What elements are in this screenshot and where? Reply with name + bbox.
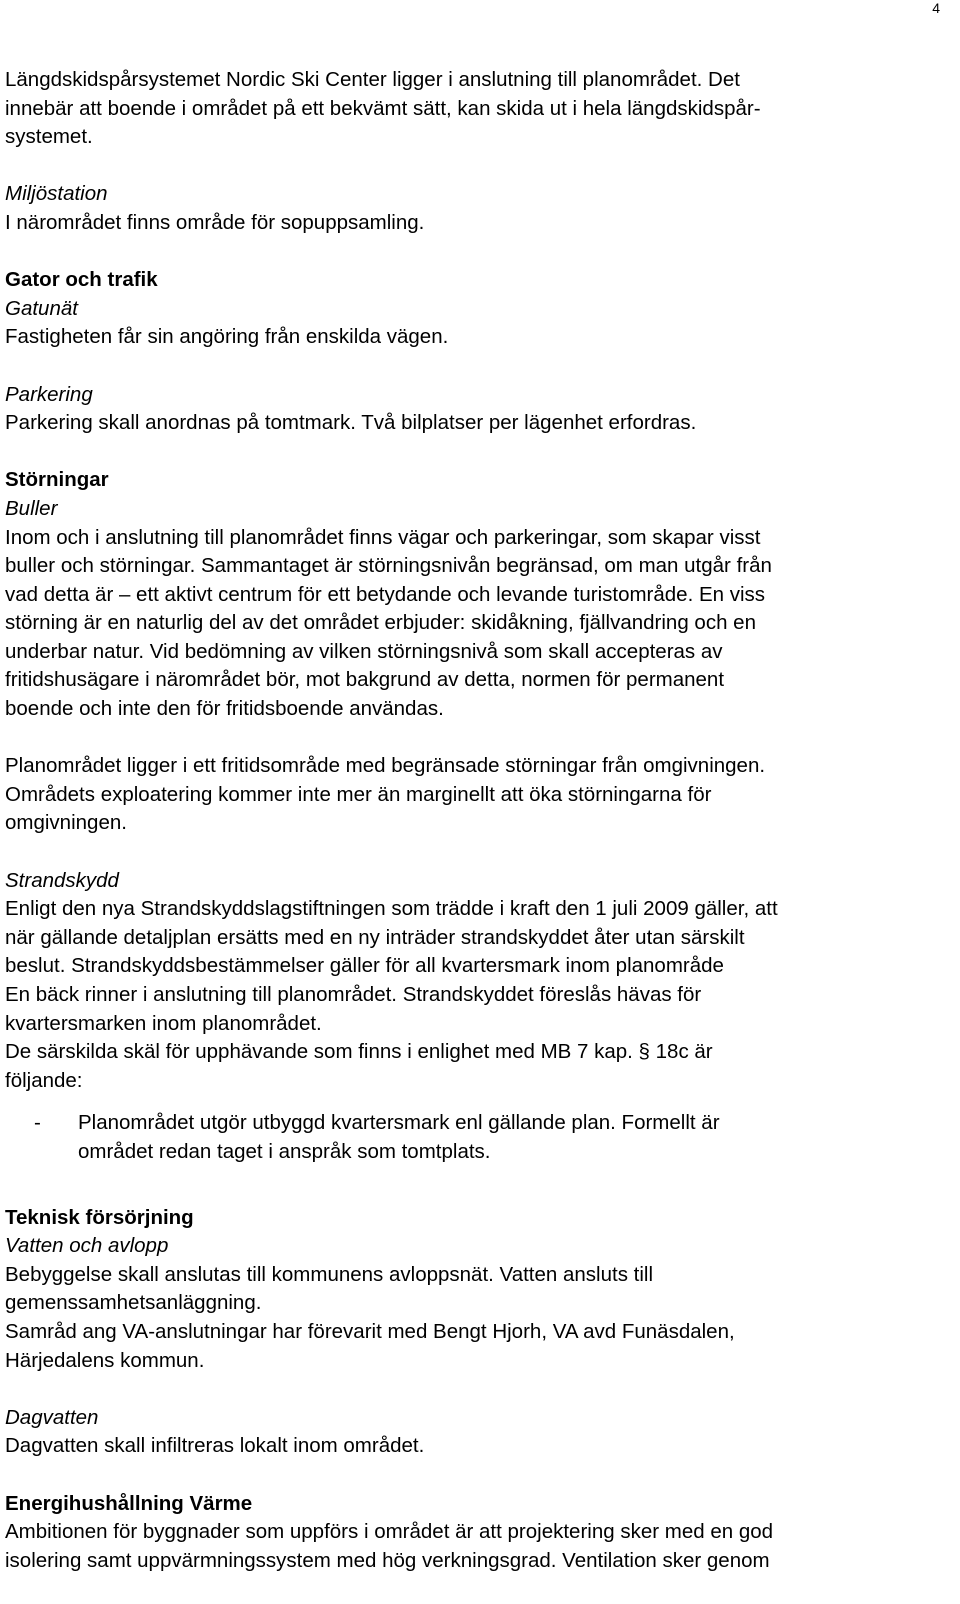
text-line: Planområdet utgör utbyggd kvartersmark enl gällande plan. Formellt är	[78, 1111, 720, 1135]
text-line: Samråd ang VA-anslutningar har förevarit med Bengt Hjorh, VA avd Funäsdalen,	[5, 1319, 735, 1343]
text-line: Planområdet ligger i ett fritidsområde med begränsade störningar från omgivningen.	[5, 754, 766, 778]
gatunat-heading: Gatunät	[5, 296, 78, 320]
text-line: området redan taget i anspråk som tomtplats.	[78, 1139, 491, 1163]
text-line: vad detta är – ett aktivt centrum för ett betydande och levande turistområde. En viss	[5, 582, 766, 606]
text-line: störning är en naturlig del av det området erbjuder: skidåkning, fjällvandring och en	[5, 611, 756, 635]
text-line: fritidshusägare i närområdet bör, mot bakgrund av detta, normen för permanent	[5, 668, 725, 692]
miljostation-heading: Miljöstation	[5, 182, 108, 206]
buller-heading: Buller	[5, 496, 58, 520]
text-line: underbar natur. Vid bedömning av vilken störningsnivå som skall accepteras av	[5, 639, 723, 663]
miljostation-text: I närområdet finns område för sopuppsamling.	[5, 210, 425, 234]
text-line: kvartersmarken inom planområdet.	[5, 1011, 322, 1035]
text-line: beslut. Strandskyddsbestämmelser gäller för all kvartersmark inom planområde	[5, 954, 724, 978]
text-line: innebär att boende i området på ett bekvämt sätt, kan skida ut i hela längdskidspår-	[5, 96, 761, 120]
list-item	[5, 1109, 955, 1166]
energi-paragraph	[5, 1518, 955, 1575]
list-dash: -	[34, 1111, 41, 1135]
text-line: buller och störningar. Sammantaget är störningsnivån begränsad, om man utgår från	[5, 554, 772, 578]
text-line: följande:	[5, 1068, 83, 1092]
planomradet-paragraph	[5, 752, 955, 838]
parkering-text: Parkering skall anordnas på tomtmark. Två bilplatser per lägenhet erfordras.	[5, 411, 697, 435]
parkering-heading: Parkering	[5, 382, 93, 406]
text-line: En bäck rinner i anslutning till planområdet. Strandskyddet föreslås hävas för	[5, 983, 702, 1006]
text-line: De särskilda skäl för upphävande som finns i enlighet med MB 7 kap. § 18c är	[5, 1040, 713, 1064]
dagvatten-text: Dagvatten skall infiltreras lokalt inom området.	[5, 1434, 425, 1458]
text-line: Ambitionen för byggnader som uppförs i området är att projektering sker med en god	[5, 1520, 774, 1544]
dagvatten-heading: Dagvatten	[5, 1405, 99, 1429]
teknisk-heading: Teknisk försörjning	[5, 1205, 194, 1229]
text-line: omgivningen.	[5, 811, 127, 835]
text-line: Områdets exploatering kommer inte mer än marginellt att öka störningarna för	[5, 782, 712, 806]
document-body	[5, 66, 955, 1575]
strandskydd-heading: Strandskydd	[5, 868, 119, 892]
vatten-heading: Vatten och avlopp	[5, 1234, 169, 1258]
gator-heading: Gator och trafik	[5, 268, 158, 292]
text-line: systemet.	[5, 125, 93, 149]
text-line: Enligt den nya Strandskyddslagstiftningen som trädde i kraft den 1 juli 2009 gäller, att	[5, 897, 778, 921]
text-line: isolering samt uppvärmningssystem med hög verkningsgrad. Ventilation sker genom	[5, 1548, 770, 1572]
nordic-ski-paragraph	[5, 66, 955, 152]
storningar-heading: Störningar	[5, 468, 109, 492]
text-line: Längdskidspårsystemet Nordic Ski Center ligger i anslutning till planområdet. Det	[5, 68, 740, 91]
vatten-paragraph	[5, 1261, 955, 1375]
energi-heading: Energihushållning Värme	[5, 1491, 253, 1515]
text-line: boende och inte den för fritidsboende användas.	[5, 697, 444, 721]
text-line: Härjedalens kommun.	[5, 1348, 205, 1372]
gatunat-text: Fastigheten får sin angöring från enskilda vägen.	[5, 325, 449, 349]
text-line: Inom och i anslutning till planområdet finns vägar och parkeringar, som skapar visst	[5, 525, 761, 549]
text-line: när gällande detaljplan ersätts med en ny inträder strandskyddet åter utan särskilt	[5, 925, 745, 949]
strandskydd-paragraph	[5, 895, 955, 1095]
text-line: Bebyggelse skall anslutas till kommunens avloppsnät. Vatten ansluts till	[5, 1262, 653, 1286]
text-line: gemenssamhetsanläggning.	[5, 1291, 262, 1315]
buller-paragraph	[5, 524, 955, 724]
page-number: 4	[932, 0, 940, 16]
